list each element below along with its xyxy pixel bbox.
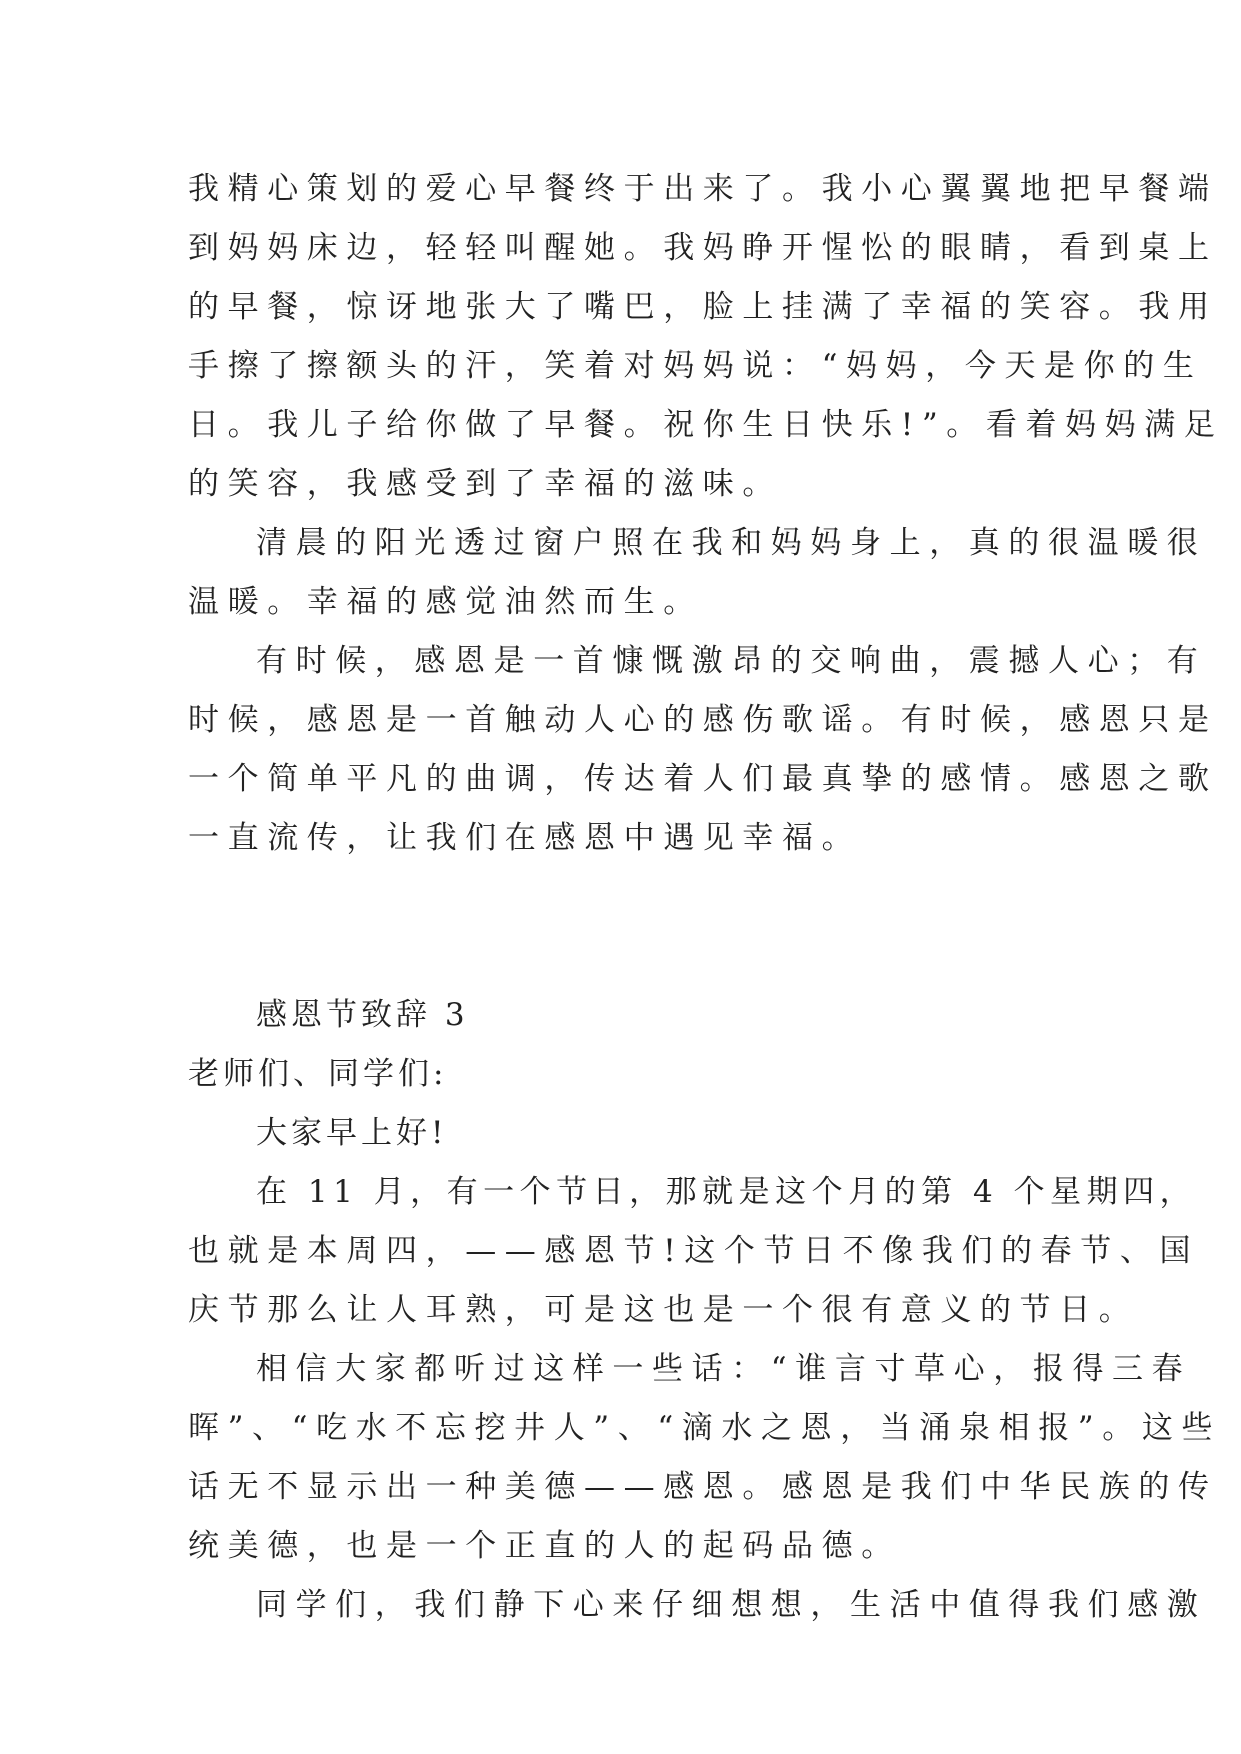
text-line: 手擦了擦额头的汗，笑着对妈妈说：“妈妈，今天是你的生 bbox=[188, 348, 1203, 384]
text-line: 时候，感恩是一首触动人心的感伤歌谣。有时候，感恩只是 bbox=[188, 702, 1218, 738]
text-line: 在 11 月，有一个节日，那就是这个月的第 4 个星期四， bbox=[256, 1174, 1197, 1210]
paragraph-morning-sun bbox=[188, 514, 1207, 632]
salutation: 老师们、同学们: bbox=[188, 1056, 448, 1092]
text-line: 一个简单平凡的曲调，传达着人们最真挚的感情。感恩之歌 bbox=[188, 761, 1218, 797]
text-line: 一直流传，让我们在感恩中遇见幸福。 bbox=[188, 820, 862, 856]
greeting: 大家早上好! bbox=[256, 1115, 448, 1151]
text-line: 晖”、“吃水不忘挖井人”、“滴水之恩，当涌泉相报”。这些 bbox=[188, 1410, 1222, 1446]
text-line: 也就是本周四，——感恩节!这个节日不像我们的春节、国 bbox=[188, 1233, 1200, 1269]
text-line: 的笑容，我感受到了幸福的滋味。 bbox=[188, 466, 782, 502]
text-line: 同学们，我们静下心来仔细想想，生活中值得我们感激 bbox=[256, 1587, 1207, 1623]
text-line: 话无不显示出一种美德——感恩。感恩是我们中华民族的传 bbox=[188, 1469, 1218, 1505]
text-line: 温暖。幸福的感觉油然而生。 bbox=[188, 584, 703, 620]
text-line: 日。我儿子给你做了早餐。祝你生日快乐!”。看着妈妈满足 bbox=[188, 407, 1224, 443]
section-spacer bbox=[188, 868, 1060, 986]
paragraph-reflection bbox=[188, 1576, 1207, 1635]
text-line: 相信大家都听过这样一些话：“谁言寸草心，报得三春 bbox=[256, 1351, 1192, 1387]
text-line: 到妈妈床边，轻轻叫醒她。我妈睁开惺忪的眼睛，看到桌上 bbox=[188, 230, 1218, 266]
paragraph-virtue bbox=[188, 1340, 1222, 1576]
section-title: 感恩节致辞 3 bbox=[256, 997, 469, 1033]
paragraph-gratitude-song bbox=[188, 632, 1218, 868]
document-body bbox=[188, 160, 1224, 1635]
text-line: 清晨的阳光透过窗户照在我和妈妈身上，真的很温暖很 bbox=[256, 525, 1207, 561]
text-line: 有时候，感恩是一首慷慨激昂的交响曲，震撼人心；有 bbox=[256, 643, 1207, 679]
text-line: 统美德，也是一个正直的人的起码品德。 bbox=[188, 1528, 901, 1564]
text-line: 我精心策划的爱心早餐终于出来了。我小心翼翼地把早餐端 bbox=[188, 171, 1218, 207]
text-line: 的早餐，惊讶地张大了嘴巴，脸上挂满了幸福的笑容。我用 bbox=[188, 289, 1218, 325]
paragraph-thanksgiving-date bbox=[188, 1163, 1200, 1340]
text-line: 庆节那么让人耳熟，可是这也是一个很有意义的节日。 bbox=[188, 1292, 1139, 1328]
paragraph-breakfast bbox=[188, 160, 1224, 514]
